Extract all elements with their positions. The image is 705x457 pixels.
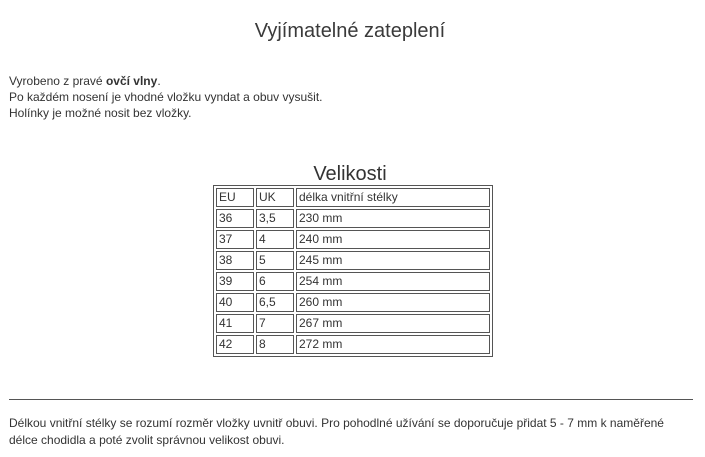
cell-eu: 42: [216, 335, 254, 354]
divider: [9, 399, 693, 400]
material-highlight: ovčí vlny: [105, 74, 158, 88]
cell-insole-length: 230 mm: [296, 209, 490, 228]
intro-line-material: [9, 73, 323, 89]
intro-text: [9, 73, 323, 121]
cell-eu: 40: [216, 293, 254, 312]
cell-insole-length: 240 mm: [296, 230, 490, 249]
header-insole-length: délka vnitřní stélky: [296, 188, 490, 207]
table-row: [216, 251, 490, 270]
intro-line-material-suffix: .: [157, 74, 161, 88]
cell-uk: 6,5: [256, 293, 294, 312]
table-row: [216, 209, 490, 228]
table-row: [216, 293, 490, 312]
header-eu: EU: [216, 188, 254, 207]
cell-eu: 38: [216, 251, 254, 270]
table-row: [216, 314, 490, 333]
header-uk: UK: [256, 188, 294, 207]
cell-uk: 8: [256, 335, 294, 354]
cell-eu: 36: [216, 209, 254, 228]
size-table: [213, 185, 493, 357]
table-row: [216, 272, 490, 291]
intro-line-care: Po každém nosení je vhodné vložku vyndat a obuv vysušit.: [9, 90, 323, 104]
table-row: [216, 335, 490, 354]
cell-eu: 41: [216, 314, 254, 333]
cell-insole-length: 260 mm: [296, 293, 490, 312]
cell-uk: 4: [256, 230, 294, 249]
sizes-heading: Velikosti: [313, 163, 387, 185]
cell-uk: 7: [256, 314, 294, 333]
cell-eu: 39: [216, 272, 254, 291]
intro-line-usage: Holínky je možné nosit bez vložky.: [9, 106, 192, 120]
sizing-note: Délkou vnitřní stélky se rozumí rozměr vložky uvnitř obuvi. Pro pohodlné užívání se doporučuje přidat 5 - 7 mm k naměřené délce chodidla a poté zvolit správnou velikost obuvi.: [9, 416, 664, 447]
page-title: Vyjímatelné zateplení: [254, 20, 446, 42]
intro-line-material-prefix: Vyrobeno z pravé: [9, 74, 106, 88]
table-row: [216, 230, 490, 249]
cell-insole-length: 272 mm: [296, 335, 490, 354]
size-table-header-row: [216, 188, 490, 207]
cell-insole-length: 254 mm: [296, 272, 490, 291]
cell-insole-length: 267 mm: [296, 314, 490, 333]
cell-eu: 37: [216, 230, 254, 249]
cell-uk: 3,5: [256, 209, 294, 228]
cell-uk: 6: [256, 272, 294, 291]
cell-uk: 5: [256, 251, 294, 270]
cell-insole-length: 245 mm: [296, 251, 490, 270]
